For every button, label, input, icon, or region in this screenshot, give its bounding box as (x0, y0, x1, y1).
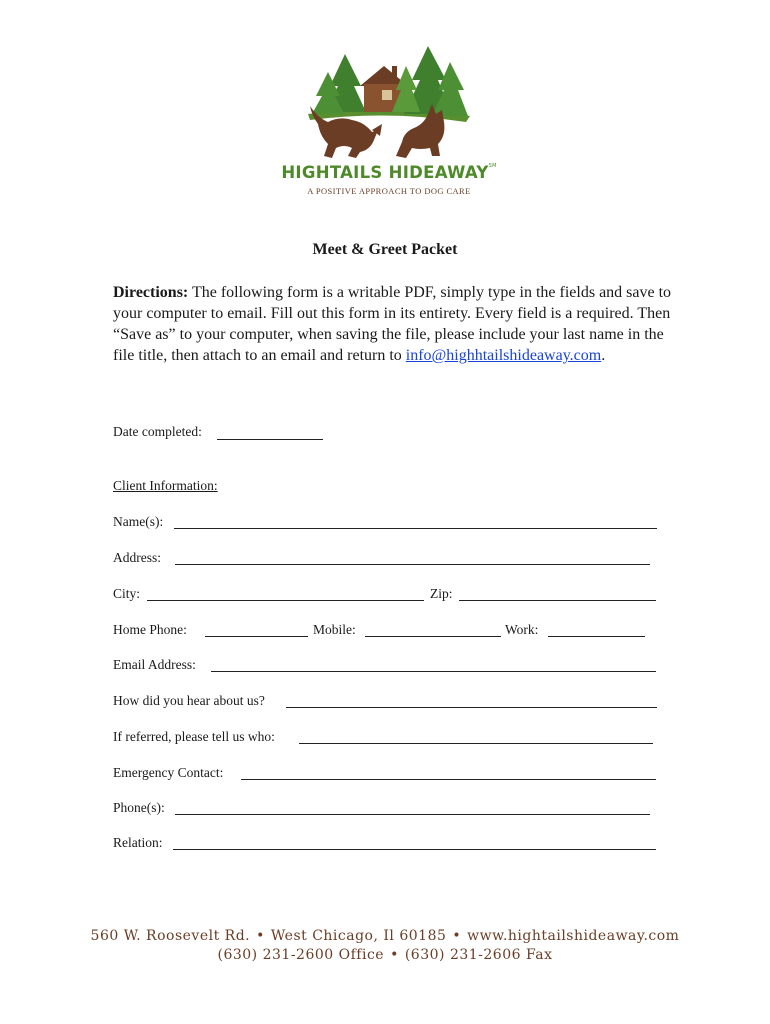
directions-text: The following form is a writable PDF, simply type in the fields and save to your computer to email. Fill out this form in its entirety. Every field is a required. Then “Save as” to your computer, when saving the file, please include your last name in the file title, then attach to an email and return to (113, 284, 672, 364)
how-heard-label: How did you hear about us? (113, 693, 265, 708)
footer-office-phone: (630) 231-2600 Office (217, 947, 385, 963)
email-address-field[interactable] (211, 671, 656, 672)
city-field[interactable] (147, 600, 424, 601)
client-info-heading: Client Information: (113, 478, 218, 493)
emergency-contact-label: Emergency Contact: (113, 765, 224, 780)
work-field[interactable] (548, 636, 645, 637)
brand-name: HIGHTAILS HIDEAWAY℠ (281, 163, 497, 182)
page-title: Meet & Greet Packet (312, 241, 458, 258)
footer-separator: • (256, 928, 265, 944)
referred-label: If referred, please tell us who: (113, 729, 275, 744)
footer-city: West Chicago, Il 60185 (270, 928, 447, 944)
footer-website: www.hightailshideaway.com (467, 928, 680, 944)
brand-tagline: A POSITIVE APPROACH TO DOG CARE (307, 186, 471, 196)
footer-phone-line (0, 947, 770, 963)
emergency-contact-field[interactable] (241, 779, 656, 780)
address-label: Address: (113, 550, 161, 565)
city-label: City: (113, 586, 141, 601)
names-field[interactable] (174, 528, 657, 529)
home-phone-label: Home Phone: (113, 622, 187, 637)
directions-paragraph (113, 282, 673, 366)
email-link[interactable]: info@highhtailshideaway.com (405, 347, 602, 364)
relation-field[interactable] (173, 849, 656, 850)
directions-end: . (601, 347, 606, 364)
logo-illustration (300, 44, 476, 174)
address-field[interactable] (175, 564, 650, 565)
mobile-field[interactable] (365, 636, 501, 637)
phones-label: Phone(s): (113, 800, 165, 815)
how-heard-field[interactable] (286, 707, 657, 708)
footer-fax: (630) 231-2606 Fax (404, 947, 553, 963)
names-label: Name(s): (113, 514, 164, 529)
date-completed-field[interactable] (217, 439, 323, 440)
relation-label: Relation: (113, 835, 163, 850)
trademark-mark: SM (488, 163, 497, 169)
mobile-label: Mobile: (313, 622, 356, 637)
footer-address: 560 W. Roosevelt Rd. (90, 928, 251, 944)
footer-separator: • (452, 928, 462, 944)
home-phone-field[interactable] (205, 636, 308, 637)
zip-field[interactable] (459, 600, 656, 601)
footer-address-line (0, 928, 770, 944)
directions-label: Directions: (113, 284, 189, 301)
date-completed-label: Date completed: (113, 424, 202, 439)
email-address-label: Email Address: (113, 657, 196, 672)
zip-label: Zip: (430, 586, 453, 601)
referred-field[interactable] (299, 743, 653, 744)
phones-field[interactable] (175, 814, 650, 815)
footer-separator: • (390, 947, 399, 963)
work-label: Work: (505, 622, 539, 637)
